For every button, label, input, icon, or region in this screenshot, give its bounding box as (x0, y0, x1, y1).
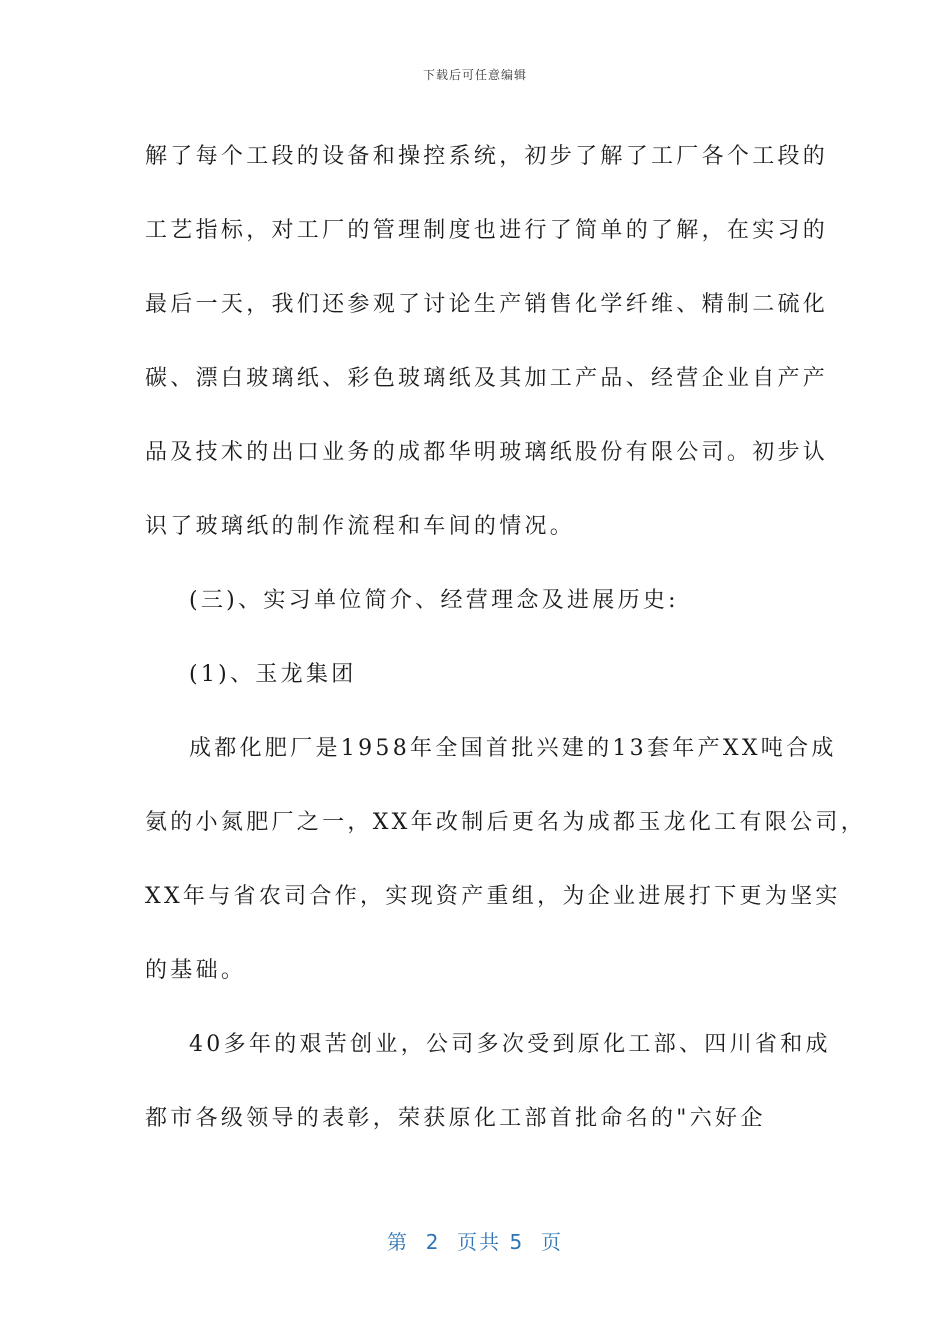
section-heading (145, 564, 805, 638)
paragraph-company-history (145, 712, 867, 1008)
page-number-footer (0, 1226, 950, 1255)
text-line: 品及技术的出口业务的成都华明玻璃纸股份有限公司。初步认 (145, 440, 829, 465)
text-line: 成都化肥厂是1958年全国首批兴建的13套年产XX吨合成 (189, 736, 837, 761)
text-line: 最后一天，我们还参观了讨论生产销售化学纤维、精制二硫化 (145, 292, 829, 317)
text-line: 工艺指标，对工厂的管理制度也进行了简单的了解，在实习的 (145, 218, 829, 243)
text-line: 碳、漂白玻璃纸、彩色玻璃纸及其加工产品、经营企业自产产 (145, 366, 829, 391)
text-line: (三)、实习单位简介、经营理念及进展历史: (189, 588, 679, 613)
text-line: 都市各级领导的表彰，荣获原化工部首批命名的"六好企 (145, 1106, 766, 1131)
text-line: 识了玻璃纸的制作流程和车间的情况。 (145, 514, 576, 539)
header-note: 下载后可任意编辑 (422, 68, 527, 82)
text-line: (1)、玉龙集团 (189, 662, 357, 687)
page-number-label: 第 2 页共 5 页 (387, 1230, 563, 1254)
text-line: 解了每个工段的设备和操控系统，初步了解了工厂各个工段的 (145, 144, 829, 169)
text-line: XX年与省农司合作，实现资产重组，为企业进展打下更为坚实 (145, 884, 841, 909)
paragraph-honors (145, 1008, 831, 1156)
paragraph-continuation (145, 120, 829, 564)
text-line: 的基础。 (145, 958, 247, 983)
text-line: 40多年的艰苦创业，公司多次受到原化工部、四川省和成 (189, 1032, 831, 1057)
subsection-heading (145, 638, 805, 712)
text-line: 氨的小氮肥厂之一，XX年改制后更名为成都玉龙化工有限公司， (145, 810, 867, 835)
document-body (145, 120, 867, 1156)
